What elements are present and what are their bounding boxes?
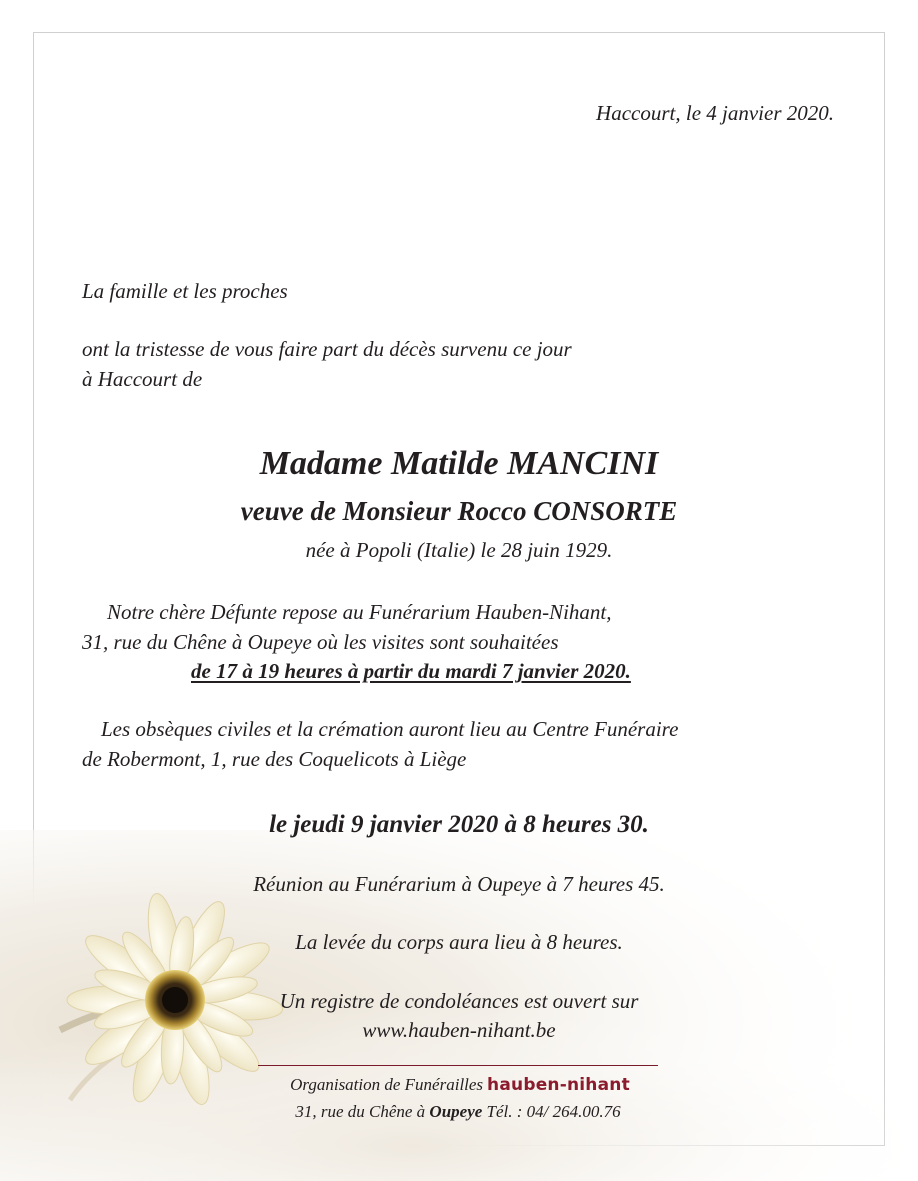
intro-line-1: La famille et les proches	[82, 279, 288, 303]
ceremony-line-1: Les obsèques civiles et la crémation auront lieu au Centre Funéraire	[101, 717, 679, 741]
ceremony-line-2: de Robermont, 1, rue des Coquelicots à Liège	[82, 747, 467, 771]
visitation-line-1: Notre chère Défunte repose au Funérarium Hauben-Nihant,	[107, 600, 612, 624]
intro-line-3: à Haccourt de	[82, 367, 203, 391]
registry-url: www.hauben-nihant.be	[362, 1018, 556, 1042]
deceased-birth: née à Popoli (Italie) le 28 juin 1929.	[305, 538, 613, 562]
footer-org-prefix: Organisation de Funérailles	[290, 1075, 484, 1094]
footer-organisation	[262, 1076, 658, 1094]
footer-address-prefix: 31, rue du Chêne à	[295, 1102, 426, 1121]
levee-info: La levée du corps aura lieu à 8 heures.	[295, 930, 623, 954]
footer-address	[258, 1103, 658, 1120]
intro-line-2: ont la tristesse de vous faire part du décès survenu ce jour	[82, 337, 572, 361]
brand-logo: hauben-nihant	[487, 1075, 630, 1095]
place-date: Haccourt, le 4 janvier 2020.	[596, 101, 834, 125]
ceremony-datetime: le jeudi 9 janvier 2020 à 8 heures 30.	[269, 811, 649, 838]
registry-info: Un registre de condoléances est ouvert sur	[279, 989, 639, 1013]
footer-divider	[258, 1065, 658, 1066]
visitation-hours: de 17 à 19 heures à partir du mardi 7 janvier 2020.	[191, 659, 631, 683]
visitation-line-2: 31, rue du Chêne à Oupeye où les visites sont souhaitées	[82, 630, 559, 654]
footer-address-town: Oupeye	[429, 1102, 483, 1121]
reunion-info: Réunion au Funérarium à Oupeye à 7 heures 45.	[253, 872, 665, 896]
deceased-spouse: veuve de Monsieur Rocco CONSORTE	[240, 496, 678, 526]
footer-phone: Tél. : 04/ 264.00.76	[486, 1102, 621, 1121]
deceased-name: Madame Matilde MANCINI	[259, 445, 659, 482]
